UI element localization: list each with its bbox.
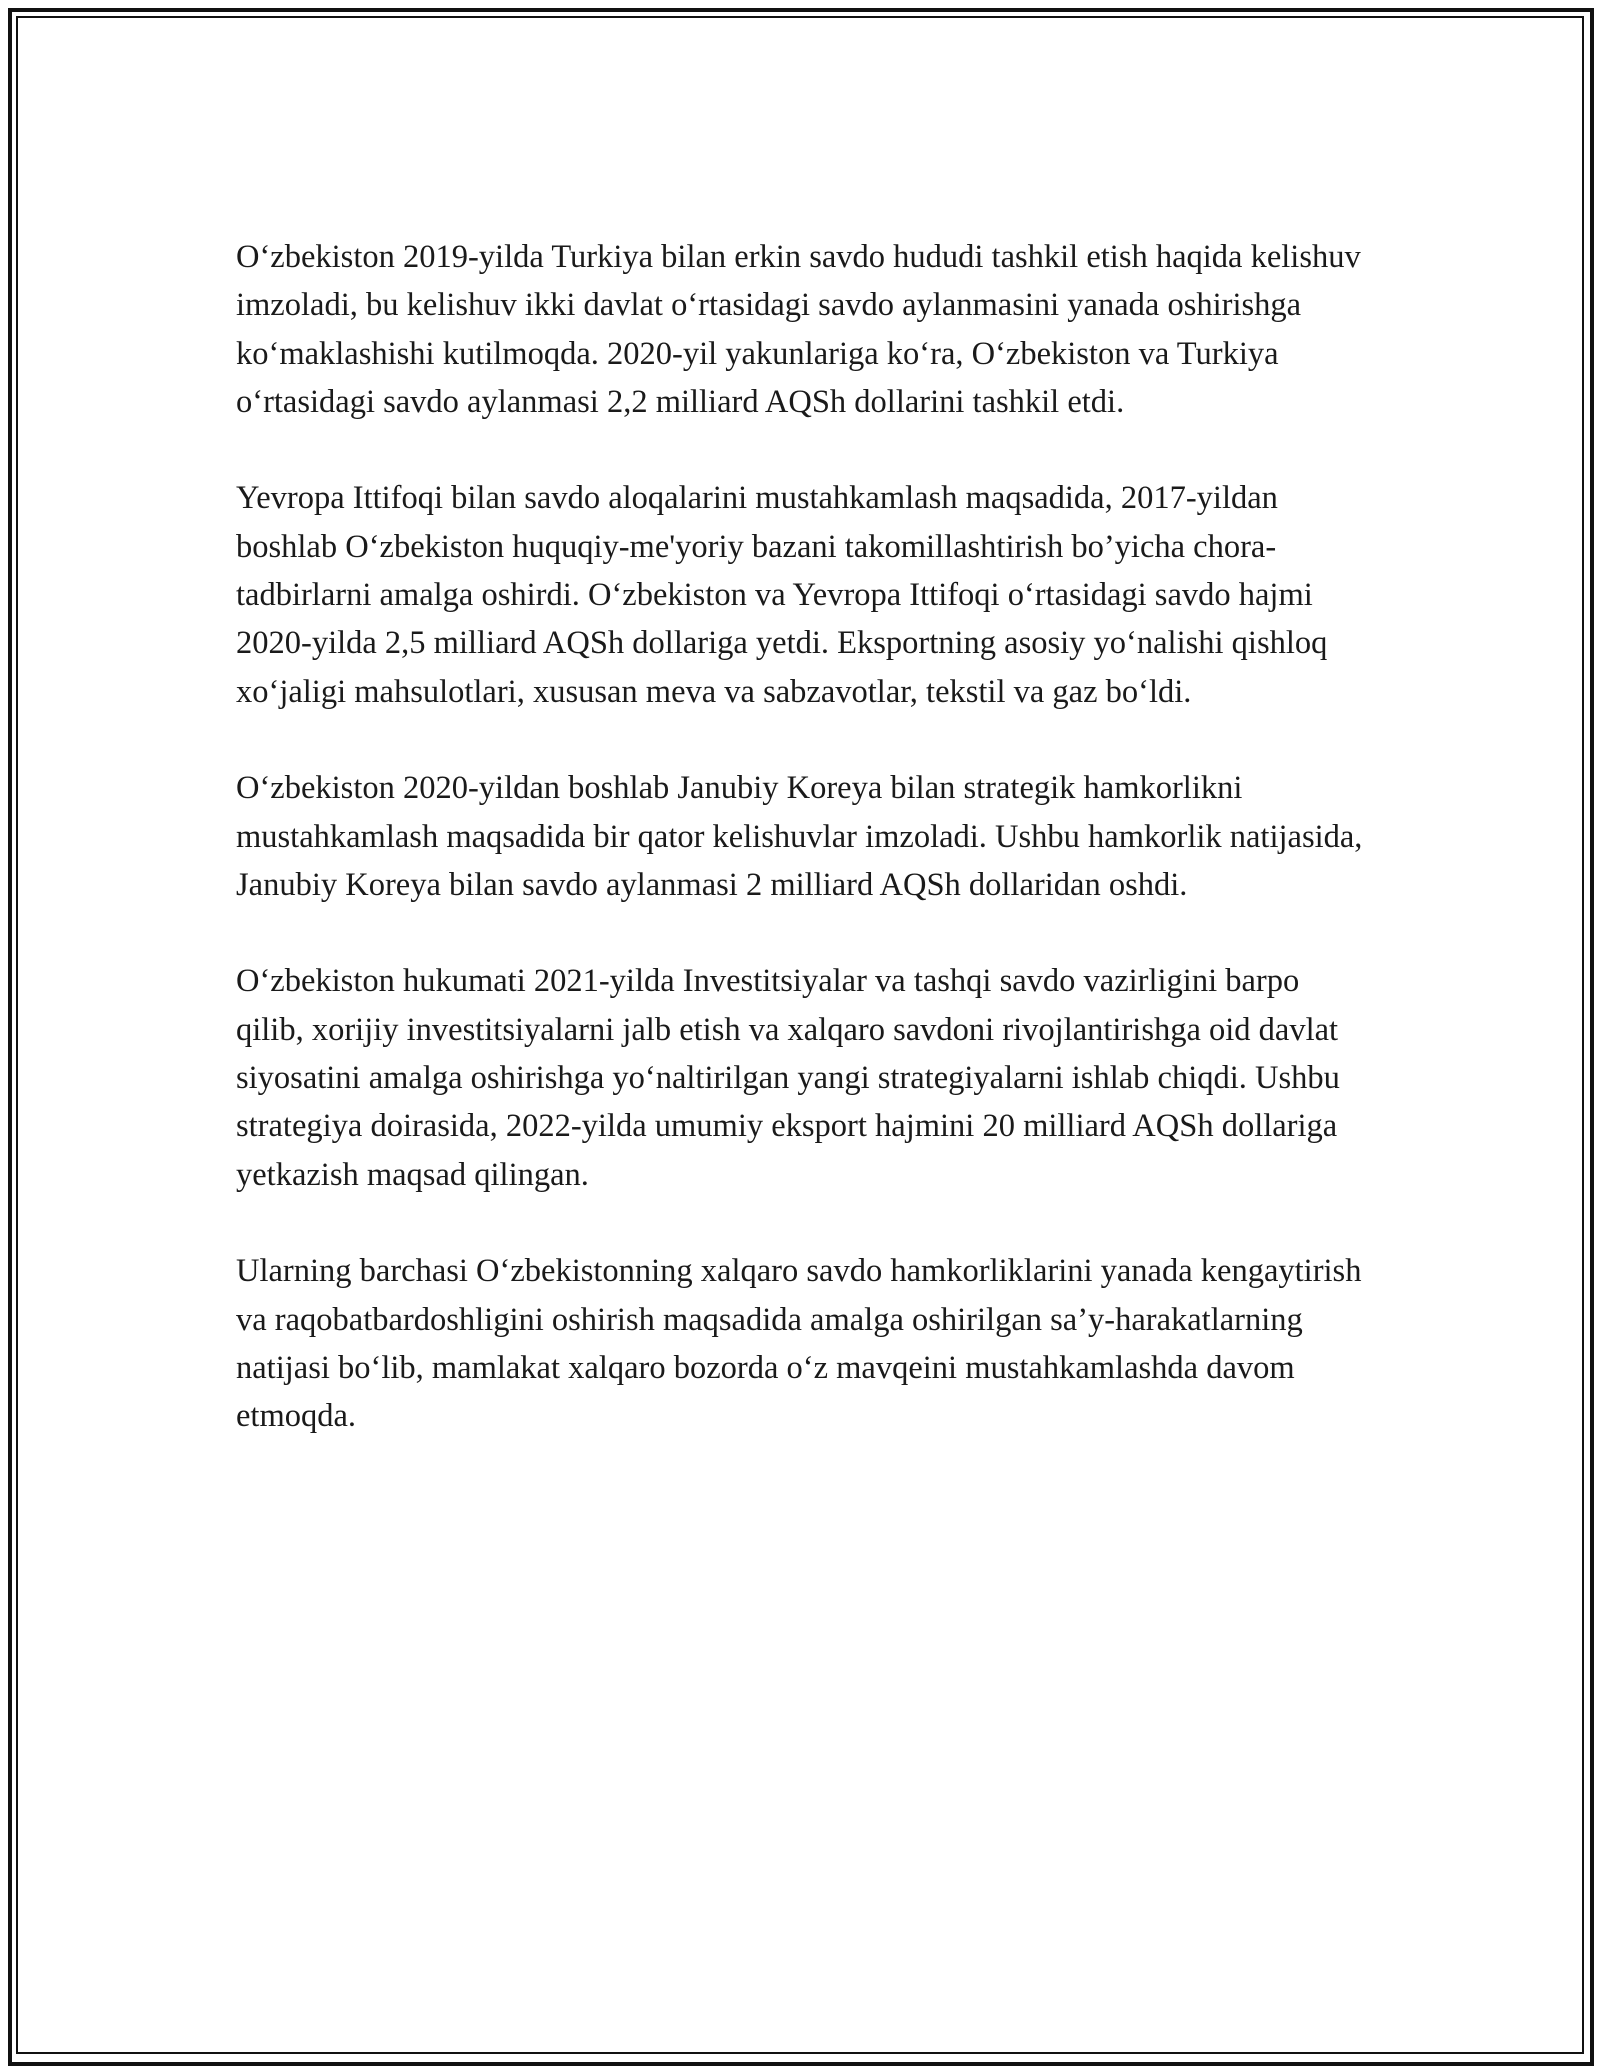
paragraph-ministry-strategy: O‘zbekiston hukumati 2021-yilda Investitsiyalar va tashqi savdo vazirligini barpo qilib, xorijiy investitsiyalarni jalb etish va xalqaro savdoni rivojlantirishga oid davlat siyosatini amalga oshirishga yo‘naltirilgan yangi strategiyalarni ishlab chiqdi. Ushbu strategiya doirasida, 2022-yilda umumiy eksport hajmini 20 milliard AQSh dollariga yetkazish maqsad qilingan. <box>236 963 1340 1193</box>
paragraph-korea-trade: O‘zbekiston 2020-yildan boshlab Janubiy Koreya bilan strategik hamkorlikni mustahkamlash maqsadida bir qator kelishuvlar imzoladi. Ushbu hamkorlik natijasida, Janubiy Koreya bilan savdo aylanmasi 2 milliard AQSh dollaridan oshdi. <box>236 770 1363 903</box>
paragraph-eu-trade: Yevropa Ittifoqi bilan savdo aloqalarini mustahkamlash maqsadida, 2017-yildan boshlab O‘zbekiston huquqiy-me'yoriy bazani takomillashtirish bo’yicha chora-tadbirlarni amalga oshirdi. O‘zbekiston va Yevropa Ittifoqi o‘rtasidagi savdo hajmi 2020-yilda 2,5 milliard AQSh dollariga yetdi. Eksportning asosiy yo‘nalishi qishloq xo‘jaligi mahsulotlari, xususan meva va sabzavotlar, tekstil va gaz bo‘ldi. <box>236 480 1328 710</box>
paragraph-conclusion: Ularning barchasi O‘zbekistonning xalqaro savdo hamkorliklarini yanada kengaytirish va raqobatbardoshligini oshirish maqsadida amalga oshirilgan sa’y-harakatlarning natijasi bo‘lib, mamlakat xalqaro bozorda o‘z mavqeini mustahkamlashda davom etmoqda. <box>236 1253 1362 1435</box>
paragraph-turkey-trade: O‘zbekiston 2019-yilda Turkiya bilan erkin savdo hududi tashkil etish haqida kelishuv imzoladi, bu kelishuv ikki davlat o‘rtasidagi savdo aylanmasini yanada oshirishga ko‘maklashishi kutilmoqda. 2020-yil yakunlariga ko‘ra, O‘zbekiston va Turkiya o‘rtasidagi savdo aylanmasi 2,2 milliard AQSh dollarini tashkil etdi. <box>236 239 1361 420</box>
document-body <box>236 233 1366 1440</box>
